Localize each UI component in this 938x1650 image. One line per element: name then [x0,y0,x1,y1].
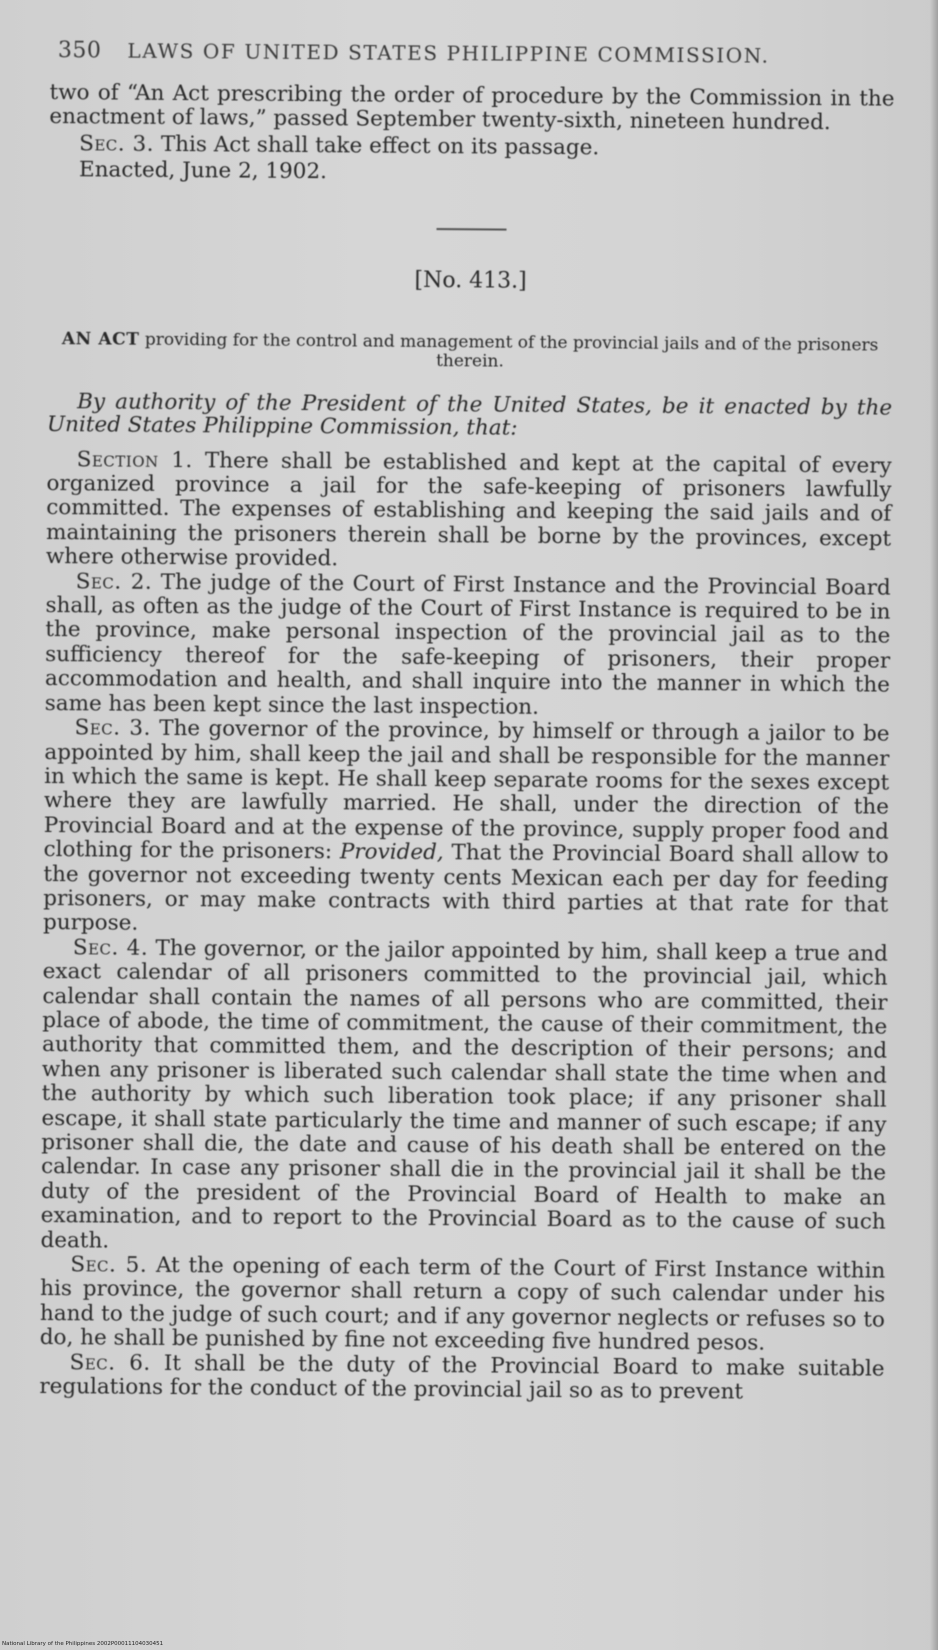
library-watermark: National Library of the Philippines 2002P00011104030451 [2,1641,164,1647]
section-text-continued: That the Provincial Board shall allow to the governor not exceeding twenty cents Mexican each per day for feeding prisoners, or may make contracts with third parties at that rate for that purpose. [42,840,889,937]
enacted-line: Enacted, June 2, 1902. [78,157,328,185]
section-text: The governor of the province, by himself or through a jailor to be appointed by him, shall keep the jail and shall be responsible for the manner in which the same is kept. He shall keep separate rooms for the sexes except where they are lawfully married. He shall, under the direction of the Provincial Board and at the expense of the province, supply proper food and clothing for the prisoners: [43,715,890,865]
section-text: At the opening of each term of the Court of First Instance within his province, the governor shall return a copy of such calendar under his hand to the judge of such court; and if any governor neglects or refuses so to do, he shall be punished by fine not exceeding five hundred pesos. [39,1252,886,1356]
section-text: There shall be established and kept at the capital of every organized province a jail for the safe-keeping of prisoners lawfully committed. The expenses of establishing and keeping the said jails and of maintaining the prisoners therein shall be borne by the provinces, except where otherwise provided. [45,447,892,572]
section-label: Sec. 5. [70,1252,148,1278]
page-edge-shadow [930,0,938,1650]
act-title [57,330,882,374]
page-content [39,38,895,1406]
section-4 [40,936,887,1260]
section-label: Sec. 2. [75,568,153,595]
act-number: [No. 413.] [414,267,527,294]
page-number: 350 [57,38,102,64]
section-text: The judge of the Court of First Instance and the Provincial Board shall, as often as the judge of the Court of First Instance is required to be in the province, make personal inspection of the provincial jail as to the sufficiency thereof for the safe-keeping of prisoners, their proper accommodation and health, and shall inquire into the manner in which the same has been kept since the last inspection. [44,569,891,720]
section-text: The governor, or the jailor appointed by him, shall keep a true and exact calendar of all prisoners committed to the provincial jail, which calendar shall contain the names of all persons who are committed, their place of abode, the time of commitment, the cause of their commitment, the authority that committed them, and the description of their persons; and when any prisoner is liberated such calendar shall state the time when and the authority by which such liberation took place; if any prisoner shall escape, it shall state particularly the time and manner of such escape; if any prisoner shall die, the date and cause of his death shall be entered on the calendar. In case any prisoner shall die in the provincial jail it shall be the duty of the president of the Provincial Board of Health to make an examination, and to report to the Provincial Board as to the cause of such death. [40,935,888,1254]
section-1 [46,448,892,577]
section-text: It shall be the duty of the Provincial Board to make suitable regulations for the conduct of the provincial jail so as to prevent [39,1350,885,1405]
running-title: LAWS OF UNITED STATES PHILIPPINE COMMISSION. [127,38,770,68]
section-6 [39,1351,884,1406]
section-divider [436,228,506,231]
section-5 [40,1253,886,1357]
section-label: Sec. 6. [69,1349,151,1376]
section-label: Sec. 4. [72,934,149,961]
section-label: Sec. 3. [74,715,151,741]
act-title-lead: AN ACT [61,328,140,350]
section-label: Section 1. [76,446,193,473]
section-text: This Act shall take effect on its passage. [160,131,600,161]
section-label: Sec. 3. [79,131,155,157]
enacting-clause: By authority of the President of the United States, be it enacted by the United States Philippine Commission, that: [46,388,893,441]
section-2 [45,570,891,723]
running-header [58,38,895,70]
act-title-text: providing for the control and management of the provincial jails and of the prisoners therein. [144,329,879,372]
continuation-paragraph: two of “An Act prescribing the order of procedure by the Commission in the enactment of laws,” passed September twenty-sixth, nineteen hundred. [49,79,895,136]
section-3 [43,716,890,942]
provided-proviso: Provided, [339,839,444,866]
